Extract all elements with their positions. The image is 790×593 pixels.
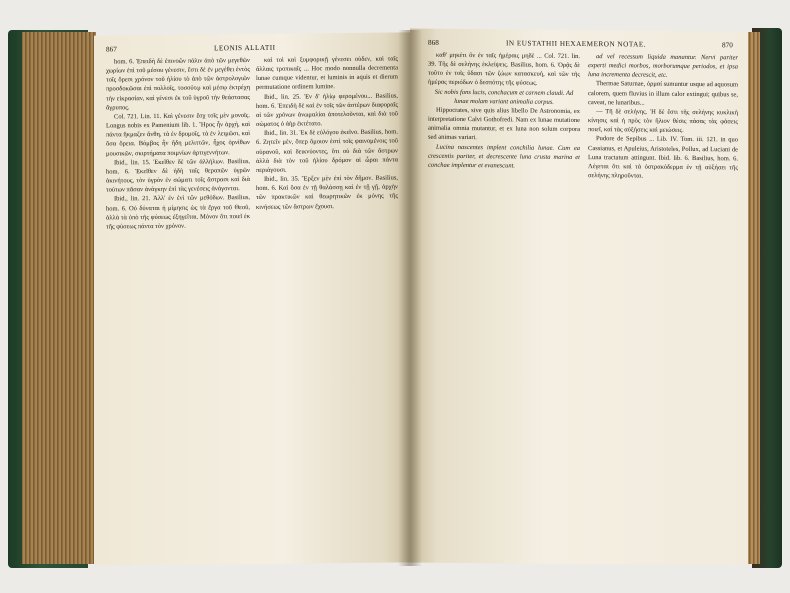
verse: Sic nobis fons lucis, conchacum et carnem claudi. Ad lunae molam variant animalia corpus. — [434, 88, 574, 106]
paragraph: Ibid., lin. 21. Ἀλλ' ἐν ἑνὶ τῶν μεθόδων. Basilius, hom. 6. Οὐ δύναται ἡ μίμησις ὡς τὰ ἔργα τοῦ Θεοῦ, ἀλλὰ τὰ ὑπὸ τῆς φύσεως ἐξηγεῖται. Μόνον ὅτι ποιεῖ ἐκ τῆς φύσεως πάντα τὸν χρόνον. — [106, 194, 250, 231]
right-left-page-number: 868 — [428, 38, 439, 47]
page-edges-right — [746, 32, 760, 564]
paragraph: Ibid., lin. 15. Ἐκεῖθεν δὲ τῶν ἀλλήλων. Basilius, hom. 6. Ἐκεῖθεν δὲ ἡδὴ ταῖς θεραπῶν ὑγρῶν ἀκινήτους, τὸν ὑγρὸν ἐν σώματι τοῖς ἄστρασι καὶ διὰ τούτων πᾶσαν ἀνάγκην ἐπὶ τὰς γενέσεις ἀνάγονται. — [106, 157, 250, 194]
right-page-number: 870 — [722, 41, 733, 50]
paragraph: Pudore de Sepibus ... Lib. IV. Tom. iii. 121. in quo Cassianus, et Apuleius, Aristoteles, Pollux, ad Luciani de Luna tractatum attingunt. Ibid. lib. 6. Basilius, hom. 6. Λέγεται ὅτι καὶ τὰ ὀστρακόδερμα ἐν τῇ αὐξήσει τῆς σελήνης πληροῦνται. — [588, 135, 738, 180]
paragraph: Ibid., lin. 35. Ἔρξεν μὲν ἐπὶ τὸν δῆμον. Basilius, hom. 6. Καὶ ὅσα ἐν τῇ θαλάσσῃ καὶ ἐν τῇ γῇ, ἀρχὴν τῶν πρακτικῶν καὶ θεωρητικῶν ἐκ μόνης τῆς κινήσεως τῶν ἄστρων ἔχουσι. — [256, 174, 398, 211]
paragraph: Thermae Saturnae, ὁρμαί sumuntur usque ad aquosum calorem, quem fluvius in illum calor extingui; quibus se, caveat, ne lunaribus... — [588, 80, 738, 107]
left-page-number: 867 — [106, 45, 117, 54]
paragraph: Hippocrates, sive quis alius libello De Astronomia, ex interpretatione Calvi Gothofredi. Nam ex lunae mutatione animalia omnia mutantur, et ex luna non solum corpora sed animas variari. — [428, 106, 580, 142]
paragraph: καθ' μηκέτι ὃν ἐν ταῖς ἡμέραις μηδὲ ... Col. 721. lin. 39. Τῆς δὲ σελήνης ἐκλείψεις. Basilius, hom. 6. Ὁρᾷς δὲ τοῦτο ἐν τοῖς ὕδασι τῶν ζώων κατασκευή, καὶ τῶν τῆς ἡμέρας περιόδων ὁ δεσπότης τῆς φύσεως. — [428, 51, 580, 88]
paragraph: Ibid., lin. 31. Ἐκ δὲ εὐλόγου ἐκεῖνο. Basilius, hom. 6. Ζητεῖν μὲν, ὅπερ ὅμοιον ἐστί τοῖς φαινομένοις τοῦ οὐρανοῦ, καὶ δεικνύοντες, ὅτι οὐ διὰ τῶν ἄστρων ἀλλὰ διὰ τὸν τοῦ ἡλίου δρόμον αἱ ὧραι πάντα περιάγουσι. — [256, 128, 398, 174]
right-page — [410, 29, 748, 566]
right-page-column-a — [428, 51, 580, 552]
left-page-column-a — [106, 56, 250, 558]
left-running-head: LEONIS ALLATII — [214, 43, 276, 53]
paragraph: Col. 721. Lin. 11. Καὶ γένεσιν ἔσχ τοῖς μὲν μονοῖς. Longus nobis ex Pamenium lib. 1. Ἤρος ἦν ἀρχή, καὶ πάντα ἤκμαζεν ἄνθη, τὰ ἐν δρυμοῖς, τὰ ἐν λειμῶσι, καὶ ὅσα ὄρεια. Βόμβος ἦν ἤδη μελιττῶν, ἦχος ὀρνίθων μουσικῶν, σκιρτήματα ποιμνίων ἀρτιγεννήτων. — [106, 111, 250, 158]
left-page-column-b — [256, 54, 398, 555]
paragraph: ad vel recessum liquida manantur. Nervi pariter experti medici morbos, morborumque periodos, et ipsa luna incrementa decrescit, etc. — [588, 53, 738, 80]
left-page — [94, 32, 410, 565]
page-edges-left — [22, 32, 96, 564]
right-page-column-b — [588, 52, 738, 553]
book-gutter — [398, 30, 422, 566]
paragraph: — Τῆ δὲ σελήνης. Ἡ δὲ ἔστι τῆς σελήνης κυκλικὴ κίνησις καὶ ἡ πρὸς τὸν ἥλιον θέσις πάσας τὰς φάσεις ποιεῖ, καὶ τὰς αὐξήσεις καὶ μειώσεις. — [588, 108, 738, 135]
right-running-head: IN EUSTATHII HEXAEMERON NOTAE. — [506, 39, 647, 49]
paragraph: καὶ τοὶ καὶ ξυμφορικῇ γένεσει οὐδεν, καὶ ταῖς ἄλλαις τροπικαῖς ... Hoc modo nonnulla decrementa lunae cumque videntur, et luminis in aquis et dierum permutatione ordinem lumine. — [256, 55, 398, 92]
paragraph: hom. 6. Ἐπειδὴ δὲ ἐπινοῶν πάλιν ἀπὸ τῶν μεγεθῶν χωρίων ἐπὶ τοῦ μέσου γένεσιν, ἔστι δὲ ἐν μεγέθει ἐντὸς τοῖς ὅρεσι χρόνον τοῦ ἡλίου τὸ ἀπὸ τῶν ἀστρολογιῶν προσδοκῶσαι ἐπὶ πολλοῖς, τοσούτῳ καὶ μέσῳ ἐκτρέχη τὴν εἰκρασίαν, καὶ γένεσι ἐκ τοῦ ὑγροῦ τὴν θεάστασας ἄγρυπος. — [106, 57, 250, 112]
paragraph: Ibid., lin. 25. Ἐν δ' ἡλίῳ φερομένου... Basilius, hom. 6. Ἐπειδὴ δὲ καὶ ἐν τοῖς τῶν ἀστέρων διαφοραῖς αἱ τῶν χρόνων ἀνωμαλίαι ἀποτελοῦνται, καὶ διὰ τοῦ σώματος ὁ ἀὴρ ἐκτέτατο. — [256, 92, 398, 129]
paragraph: Lucina nascentes implent conchilia lunae. Cum ea crescentis pariter, et decrescente luna crusta marina et conchae implentur et evanescunt. — [428, 143, 580, 170]
